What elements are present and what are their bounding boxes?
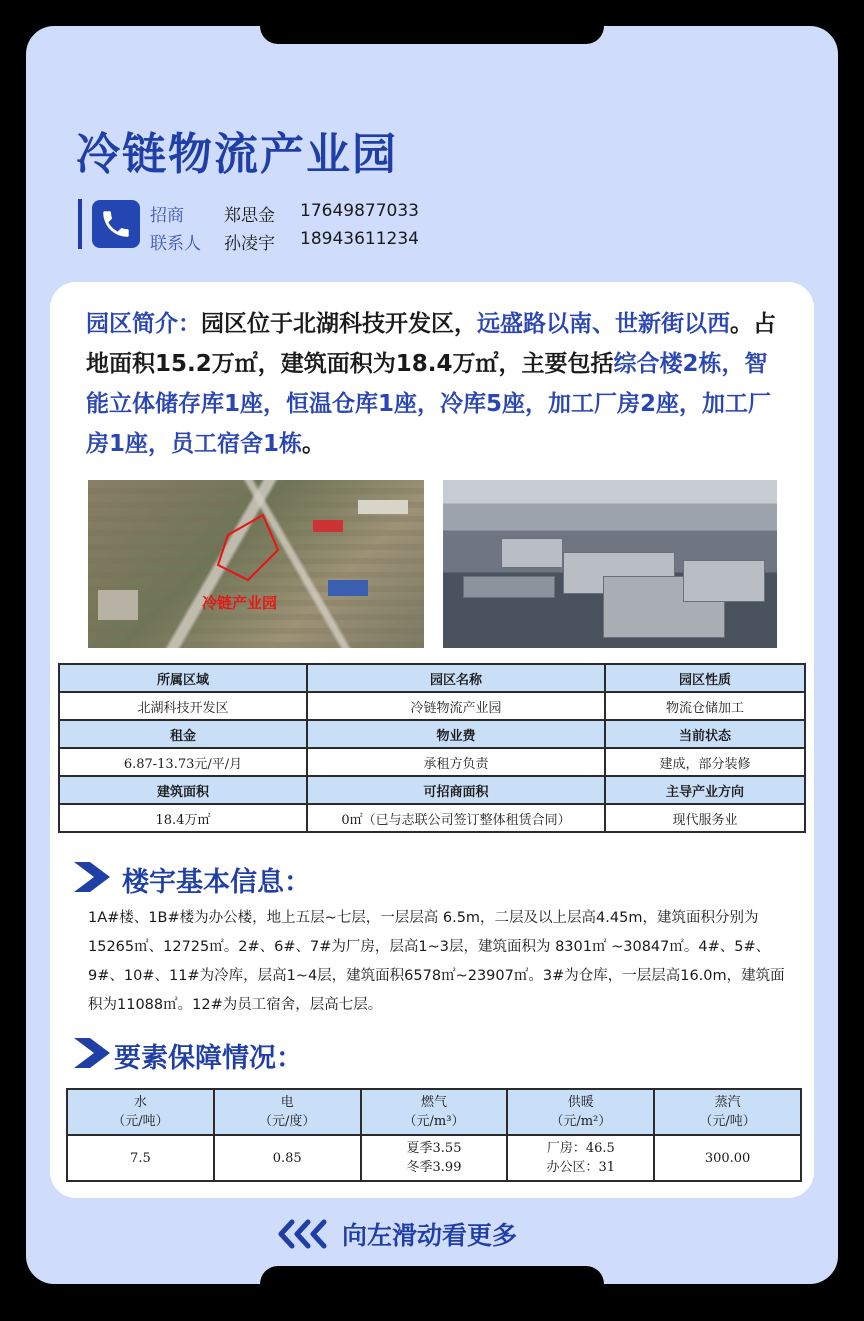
- table-header: 电 （元/度）: [214, 1089, 361, 1135]
- table-cell: 承租方负责: [307, 748, 605, 776]
- aerial-photo-image: [443, 480, 777, 648]
- table-cell: 北湖科技开发区: [59, 692, 307, 720]
- table-header: 所属区域: [59, 664, 307, 692]
- contact-phone[interactable]: 17649877033: [300, 201, 419, 221]
- table-cell: 物流仓储加工: [605, 692, 805, 720]
- table-cell: 厂房：46.5 办公区：31: [507, 1135, 654, 1181]
- table-header: 园区性质: [605, 664, 805, 692]
- table-header: 租金: [59, 720, 307, 748]
- table-header: 可招商面积: [307, 776, 605, 804]
- table-header: 供暖 （元/m²）: [507, 1089, 654, 1135]
- table-cell: 6.87-13.73元/平/月: [59, 748, 307, 776]
- intro-buildings: 综合楼2栋，智能立体储存库1座，恒温仓库1座，冷库5座，加工厂房2座，加工厂房1座，员工宿舍1栋: [86, 351, 772, 457]
- building-info-text: 1A#楼、1B#楼为办公楼，地上五层~七层，一层层高 6.5m，二层及以上层高4.45m，建筑面积分别为 15265㎡、12725㎡。2#、6#、7#为厂房，层高1~3层，建筑面积为 8301㎡ ~30847㎡。4#、5#、9#、10#、11#为冷库，层高1~4层，建筑面积6578㎡~23907㎡。3#为仓库，一层层高16.0m，建筑面积为11088㎡。12#为员工宿舍，层高七层。: [88, 910, 785, 1013]
- table-cell: 300.00: [654, 1135, 801, 1181]
- contact-label-line2: 联系人: [150, 234, 201, 254]
- table-header: 建筑面积: [59, 776, 307, 804]
- table-cell: 0㎡（已与志联公司签订整体租赁合同）: [307, 804, 605, 832]
- intro-text: 。: [302, 431, 326, 457]
- contact-label-line1: 招商: [150, 206, 184, 226]
- satellite-map-image: [88, 480, 424, 648]
- swipe-hint[interactable]: [278, 1216, 517, 1252]
- building-info-title: 楼宇基本信息：: [122, 867, 311, 898]
- map-label: 冷链产业园: [202, 594, 278, 612]
- intro-heading: 园区简介：: [86, 311, 201, 337]
- table-cell: 现代服务业: [605, 804, 805, 832]
- utility-info-title: 要素保障情况：: [114, 1043, 303, 1074]
- swipe-hint-label: 向左滑动看更多: [342, 1221, 518, 1250]
- table-header: 燃气 （元/m³）: [361, 1089, 508, 1135]
- phone-icon[interactable]: [92, 200, 140, 248]
- table-cell: 0.85: [214, 1135, 361, 1181]
- table-header: 水 （元/吨）: [67, 1089, 214, 1135]
- page-title: 冷链物流产业园: [76, 129, 398, 180]
- contact-name: 郑思金: [224, 206, 275, 226]
- card-notch-bottom: [260, 1266, 604, 1284]
- table-header: 当前状态: [605, 720, 805, 748]
- intro-text: 。占地面积15.2万㎡，建筑面积为18.4万㎡，主要包括: [86, 311, 776, 377]
- table-header: 主导产业方向: [605, 776, 805, 804]
- table-cell: 7.5: [67, 1135, 214, 1181]
- table-cell: 建成，部分装修: [605, 748, 805, 776]
- intro-location: 远盛路以南、世新街以西: [477, 311, 730, 337]
- contact-name: 孙凌宇: [224, 234, 275, 254]
- intro-text: 园区位于北湖科技开发区，: [201, 311, 477, 337]
- table-cell: 夏季3.55 冬季3.99: [361, 1135, 508, 1181]
- table-header: 园区名称: [307, 664, 605, 692]
- table-header: 蒸汽 （元/吨）: [654, 1089, 801, 1135]
- table-cell: 18.4万㎡: [59, 804, 307, 832]
- utility-table: [66, 1088, 802, 1182]
- triple-chevron-left-icon: [278, 1219, 332, 1249]
- table-header: 物业费: [307, 720, 605, 748]
- card-notch-top: [260, 26, 604, 44]
- park-intro: [86, 304, 786, 464]
- park-info-table: [58, 663, 806, 833]
- contact-divider: [78, 199, 82, 249]
- table-cell: 冷链物流产业园: [307, 692, 605, 720]
- chevron-right-icon: [74, 862, 112, 892]
- chevron-right-icon: [74, 1038, 112, 1068]
- contact-phone[interactable]: 18943611234: [300, 229, 419, 249]
